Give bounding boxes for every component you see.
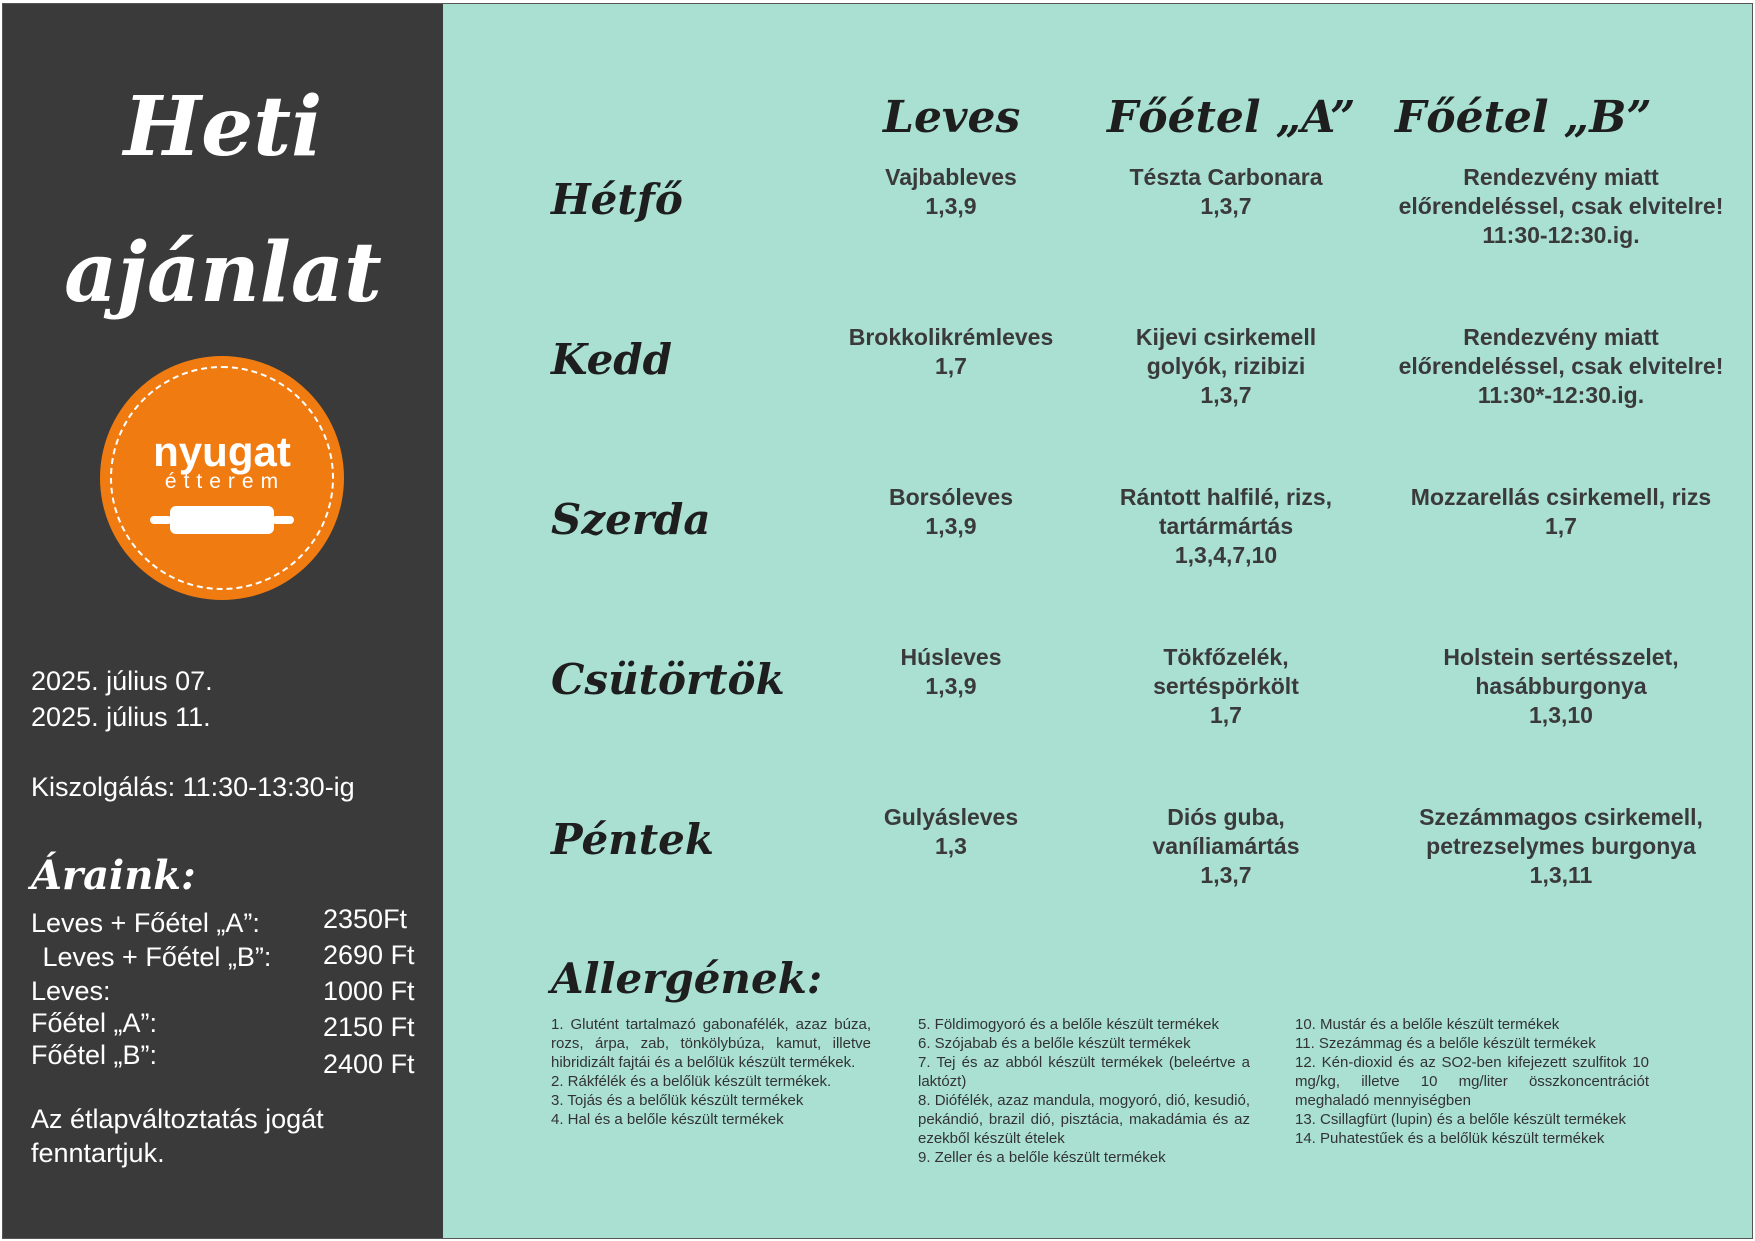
dish-line: Szezámmagos csirkemell, [1419, 804, 1703, 830]
dish-line: Rántott halfilé, rizs, [1119, 484, 1333, 510]
disclaimer-line-1: Az étlapváltoztatás jogát [31, 1104, 324, 1134]
dish-line: Rendezvény miatt [1463, 324, 1659, 350]
dish-line: Tészta Carbonara [1129, 164, 1323, 190]
dish-line: Rendezvény miatt [1463, 164, 1659, 190]
menu-main [443, 4, 1752, 1238]
soup-cell [791, 163, 1111, 221]
allergen-column-3 [1295, 1015, 1649, 1148]
price-value: 2350Ft [323, 904, 408, 934]
soup-cell [791, 483, 1111, 541]
allergen-item: 9. Zeller és a belőle készült termékek [918, 1149, 1166, 1166]
dish-line: 1,7 [1210, 702, 1242, 728]
allergens-heading: Allergének: [551, 954, 823, 1003]
dish-line: Húsleves [900, 644, 1002, 670]
menu-page [2, 3, 1753, 1239]
allergen-item: 4. Hal és a belőle készült termékek [551, 1111, 784, 1128]
dish-line: 1,3,7 [1200, 862, 1252, 888]
soup-cell [791, 803, 1111, 861]
dish-line: 1,7 [1545, 513, 1577, 539]
main-b-cell [1381, 643, 1741, 730]
soup-cell [791, 323, 1111, 381]
dish-line: Holstein sertésszelet, [1443, 644, 1679, 670]
main-b-cell [1381, 803, 1741, 890]
main-b-cell [1381, 323, 1741, 410]
allergen-item: 7. Tej és az abból készült termékek (beleértve a laktózt) [918, 1054, 1250, 1090]
main-a-cell [1066, 323, 1386, 410]
main-b-cell [1381, 483, 1741, 541]
dish-line: Kijevi csirkemell [1135, 324, 1317, 350]
date-from: 2025. július 07. [31, 666, 213, 696]
dish-line: hasábburgonya [1475, 673, 1647, 699]
allergen-item: 11. Szezámmag és a belőle készült termékek [1295, 1035, 1596, 1052]
price-label: Főétel „B”: [31, 1040, 158, 1070]
allergen-column-2 [918, 1015, 1250, 1167]
sidebar [3, 4, 443, 1238]
dish-line: 1,3,11 [1529, 862, 1593, 888]
price-label: Leves + Főétel „A”: [31, 908, 260, 938]
allergen-item: 1. Glutént tartalmazó gabonafélék, azaz búza, rozs, árpa, zab, tönkölybúza, kamut, illetve hibridizált fajtái és a belőlük készült termékek. [551, 1016, 871, 1071]
service-hours: Kiszolgálás: 11:30-13:30-ig [31, 772, 355, 802]
title-line-1: Heti [123, 79, 323, 175]
day-label: Csütörtök [551, 655, 785, 704]
dish-line: 11:30-12:30.ig. [1482, 222, 1640, 248]
main-a-cell [1066, 643, 1386, 730]
dish-line: 1,3,7 [1200, 382, 1252, 408]
allergen-item: 6. Szójabab és a belőle készült termékek [918, 1035, 1191, 1052]
column-header-main-b: Főétel „B” [1395, 92, 1652, 143]
allergen-item: 14. Puhatestűek és a belőlük készült termékek [1295, 1130, 1605, 1147]
dish-line: 11:30*-12:30.ig. [1477, 382, 1645, 408]
column-header-soup: Leves [883, 92, 1021, 143]
dish-line: vaníliamártás [1152, 833, 1300, 859]
dish-line: előrendeléssel, csak elvitelre! [1398, 193, 1724, 219]
logo-name: nyugat [153, 428, 291, 475]
day-label: Szerda [551, 495, 711, 544]
allergen-item: 3. Tojás és a belőlük készült termékek [551, 1092, 804, 1109]
price-value: 2150 Ft [323, 1012, 415, 1042]
price-value: 1000 Ft [323, 976, 415, 1006]
dish-line: petrezselymes burgonya [1426, 833, 1696, 859]
price-label: Leves: [31, 976, 111, 1006]
main-a-cell [1066, 483, 1386, 570]
main-a-cell [1066, 163, 1386, 221]
dish-line: sertéspörkölt [1153, 673, 1299, 699]
dish-line: 1,3,10 [1529, 702, 1593, 728]
allergen-item: 13. Csillagfürt (lupin) és a belőle készült termékek [1295, 1111, 1626, 1128]
main-a-cell [1066, 803, 1386, 890]
rolling-pin-icon [146, 502, 298, 538]
restaurant-logo [100, 356, 344, 600]
logo-subtitle: étterem [164, 470, 286, 493]
dish-line: Diós guba, [1167, 804, 1285, 830]
dish-line: előrendeléssel, csak elvitelre! [1398, 353, 1724, 379]
dish-line: 1,3,4,7,10 [1174, 542, 1278, 568]
allergen-item: 12. Kén-dioxid és az SO2-ben kifejezett szulfitok 10 mg/kg, illetve 10 mg/liter összkoncentrációt meghaladó mennyiségben [1295, 1054, 1649, 1109]
dish-line: 1,3,9 [925, 673, 977, 699]
allergen-item: 10. Mustár és a belőle készült termékek [1295, 1016, 1560, 1033]
dish-line: tartármártás [1158, 513, 1294, 539]
dish-line: Brokkolikrémleves [848, 324, 1054, 350]
price-value: 2400 Ft [323, 1049, 415, 1079]
dish-line: 1,7 [935, 353, 967, 379]
day-label: Kedd [551, 335, 673, 384]
prices-heading: Áraink: [31, 852, 196, 899]
dish-line: golyók, rizibizi [1146, 353, 1306, 379]
dish-line: Tökfőzelék, [1163, 644, 1289, 670]
dish-line: Gulyásleves [883, 804, 1019, 830]
dish-line: 1,3,9 [925, 193, 977, 219]
column-header-main-a: Főétel „A” [1107, 92, 1356, 143]
disclaimer-line-2: fenntartjuk. [31, 1138, 165, 1168]
title-line-2: ajánlat [64, 225, 382, 321]
price-value: 2690 Ft [323, 940, 415, 970]
soup-cell [791, 643, 1111, 701]
dish-line: Borsóleves [888, 484, 1013, 510]
allergen-item: 5. Földimogyoró és a belőle készült termékek [918, 1016, 1219, 1033]
day-label: Péntek [551, 815, 714, 864]
dish-line: 1,3,9 [925, 513, 977, 539]
main-b-cell [1381, 163, 1741, 250]
day-label: Hétfő [551, 175, 683, 224]
allergen-item: 2. Rákfélék és a belőlük készült termékek. [551, 1073, 832, 1090]
dish-line: 1,3,7 [1200, 193, 1252, 219]
date-to: 2025. július 11. [31, 702, 211, 732]
dish-line: Mozzarellás csirkemell, rizs [1410, 484, 1712, 510]
price-label: Leves + Főétel „B”: [35, 942, 272, 972]
allergen-column-1 [551, 1015, 871, 1129]
dish-line: Vajbableves [885, 164, 1017, 190]
allergen-item: 8. Diófélék, azaz mandula, mogyoró, dió, kesudió, pekándió, brazil dió, pisztácia, makadámia és az ezekből készült ételek [918, 1092, 1250, 1147]
dish-line: 1,3 [935, 833, 967, 859]
price-label: Főétel „A”: [31, 1008, 158, 1038]
